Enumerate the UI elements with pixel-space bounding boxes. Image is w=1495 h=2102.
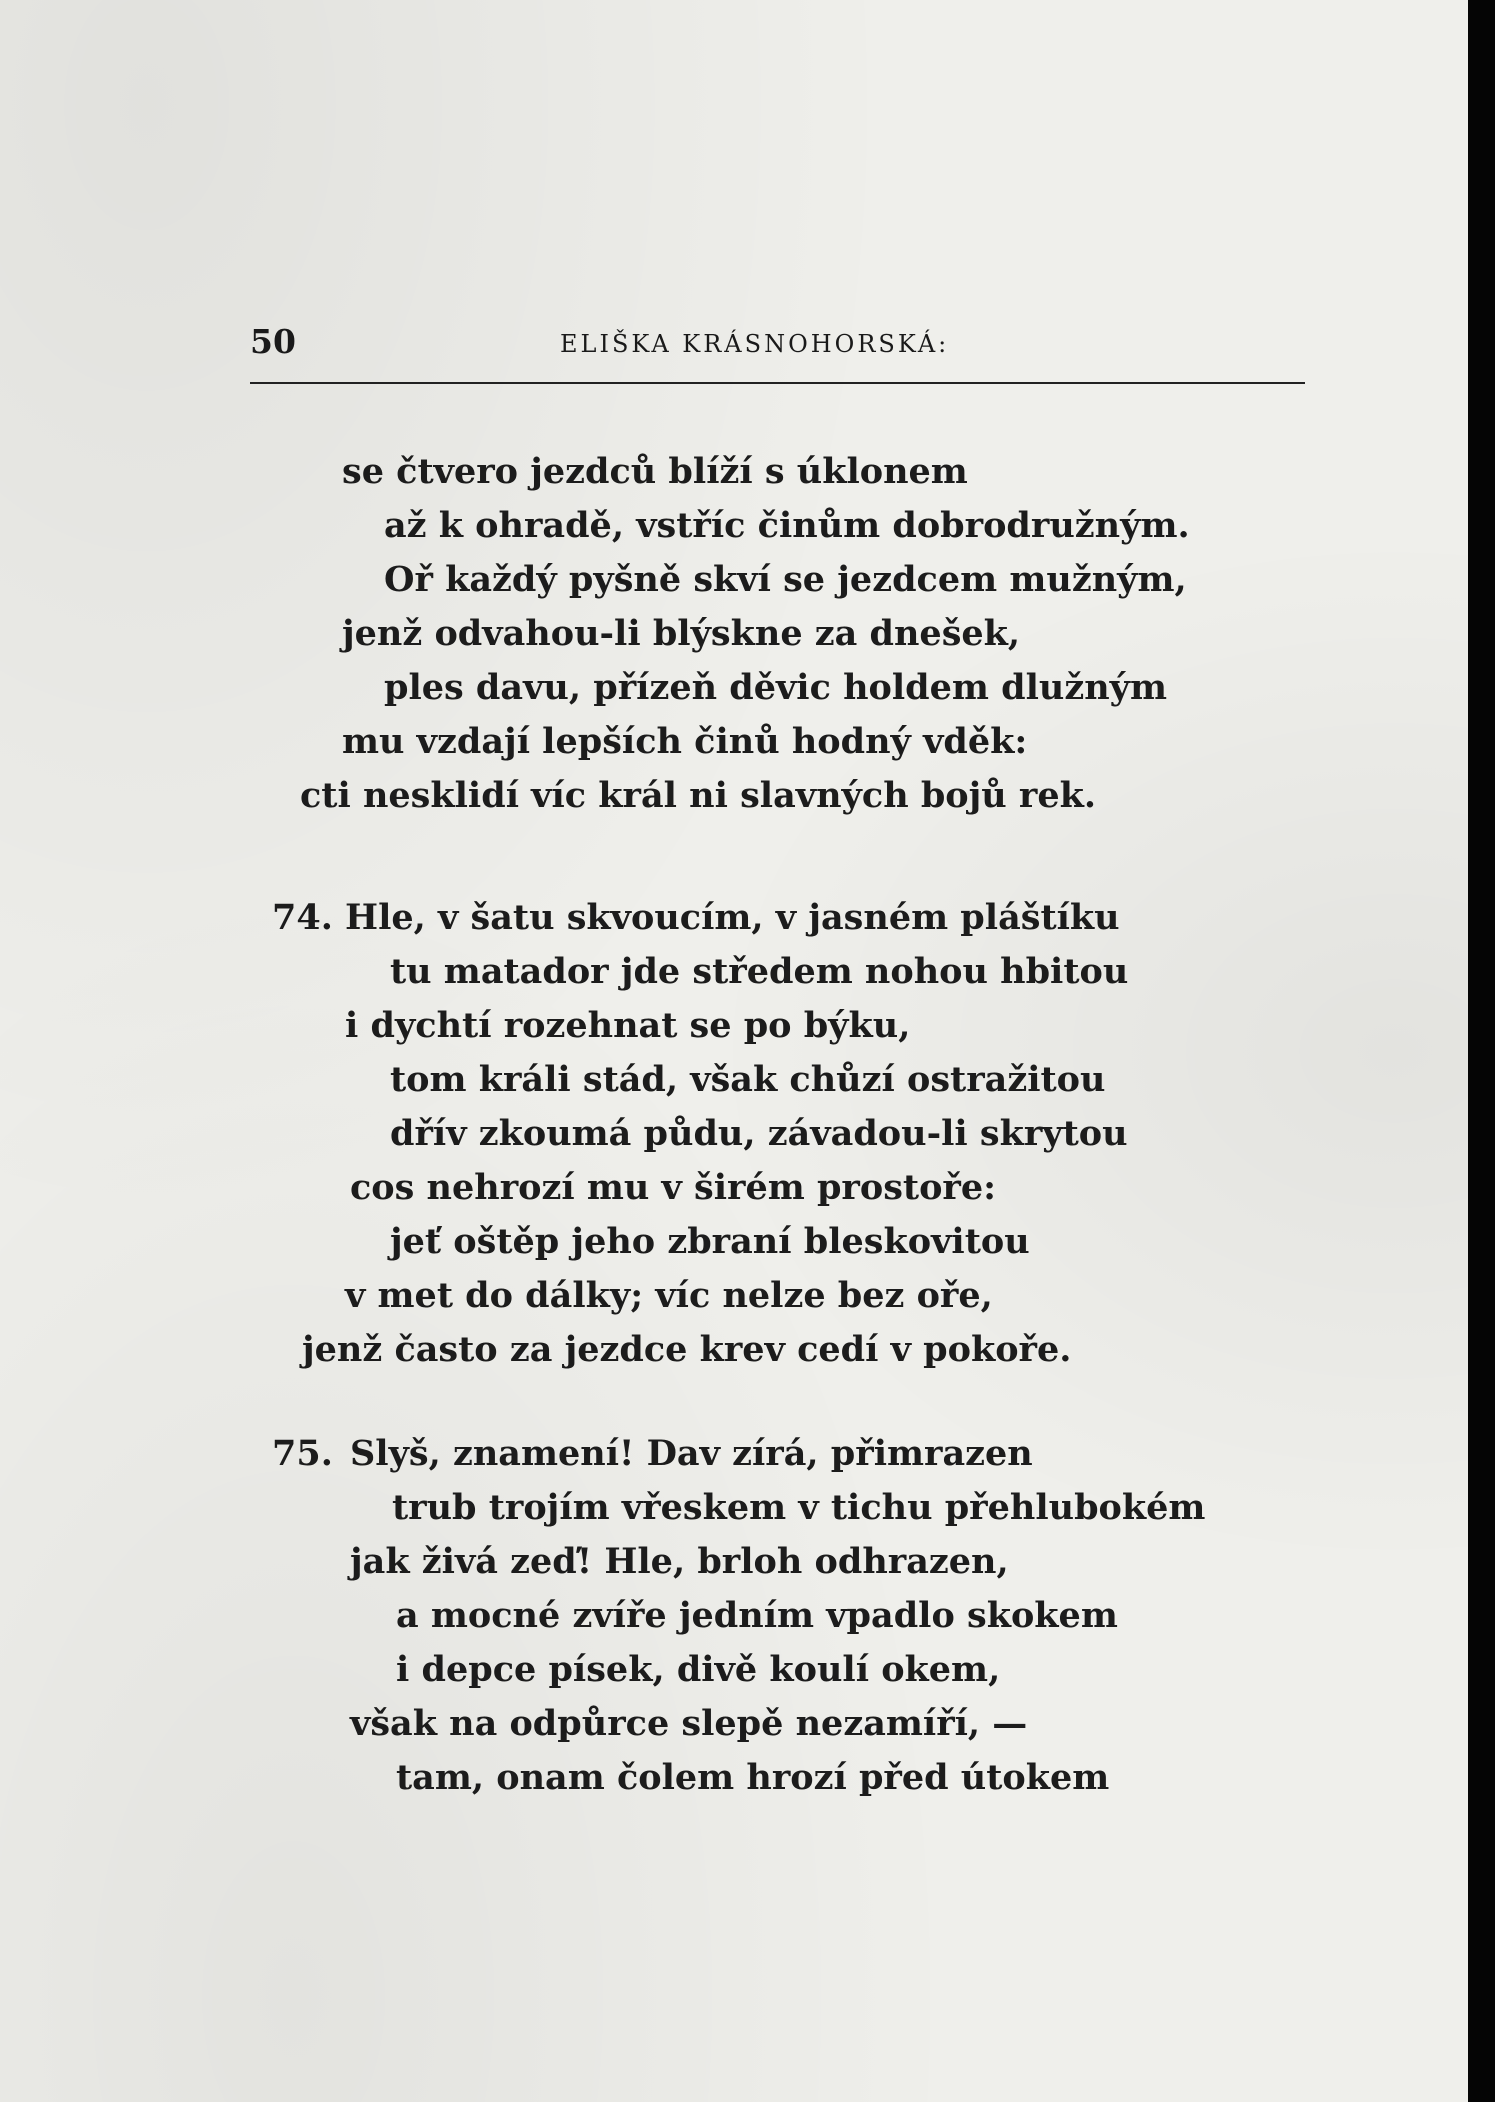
verse-line: jak živá zeď! Hle, brloh odhrazen,	[350, 1541, 1009, 1582]
page-header	[250, 322, 1305, 372]
verse-line: cos nehrozí mu v širém prostoře:	[350, 1167, 997, 1208]
header-rule	[250, 382, 1305, 384]
verse-line: jenž často za jezdce krev cedí v pokoře.	[302, 1329, 1072, 1370]
verse-line: a mocné zvíře jedním vpadlo skokem	[396, 1595, 1118, 1636]
page-number: 50	[250, 322, 296, 361]
verse-line: však na odpůrce slepě nezamíří, —	[350, 1703, 1028, 1744]
verse-line: tam, onam čolem hrozí před útokem	[396, 1757, 1110, 1798]
verse-line: i depce písek, divě koulí okem,	[396, 1649, 1001, 1690]
verse-line: v met do dálky; víc nelze bez oře,	[345, 1275, 993, 1316]
verse-line: tu matador jde středem nohou hbitou	[390, 951, 1129, 992]
stanza-number: 74.	[272, 897, 333, 938]
verse-line: i dychtí rozehnat se po býku,	[345, 1005, 911, 1046]
verse-line: mu vzdají lepších činů hodný vděk:	[342, 721, 1028, 762]
verse-line: jeť oštěp jeho zbraní bleskovitou	[390, 1221, 1030, 1262]
running-title: ELIŠKA KRÁSNOHORSKÁ:	[560, 330, 950, 358]
verse-line: Oř každý pyšně skví se jezdcem mužným,	[384, 559, 1187, 600]
stanza-number: 75.	[272, 1433, 333, 1474]
verse-line: Hle, v šatu skvoucím, v jasném pláštíku	[345, 897, 1120, 938]
page-edge-shadow	[1468, 0, 1495, 2102]
verse-line: Slyš, znamení! Dav zírá, přimrazen	[350, 1433, 1033, 1474]
verse-line: dřív zkoumá půdu, závadou-li skrytou	[390, 1113, 1128, 1154]
verse-line: tom králi stád, však chůzí ostražitou	[390, 1059, 1106, 1100]
verse-line: trub trojím vřeskem v tichu přehlubokém	[392, 1487, 1206, 1528]
verse-line: cti nesklidí víc král ni slavných bojů rek.	[300, 775, 1097, 816]
verse-line: se čtvero jezdců blíží s úklonem	[342, 451, 968, 492]
verse-line: až k ohradě, vstříc činům dobrodružným.	[384, 505, 1190, 546]
verse-line: jenž odvahou-li blýskne za dnešek,	[342, 613, 1021, 654]
verse-line: ples davu, přízeň děvic holdem dlužným	[384, 667, 1168, 708]
